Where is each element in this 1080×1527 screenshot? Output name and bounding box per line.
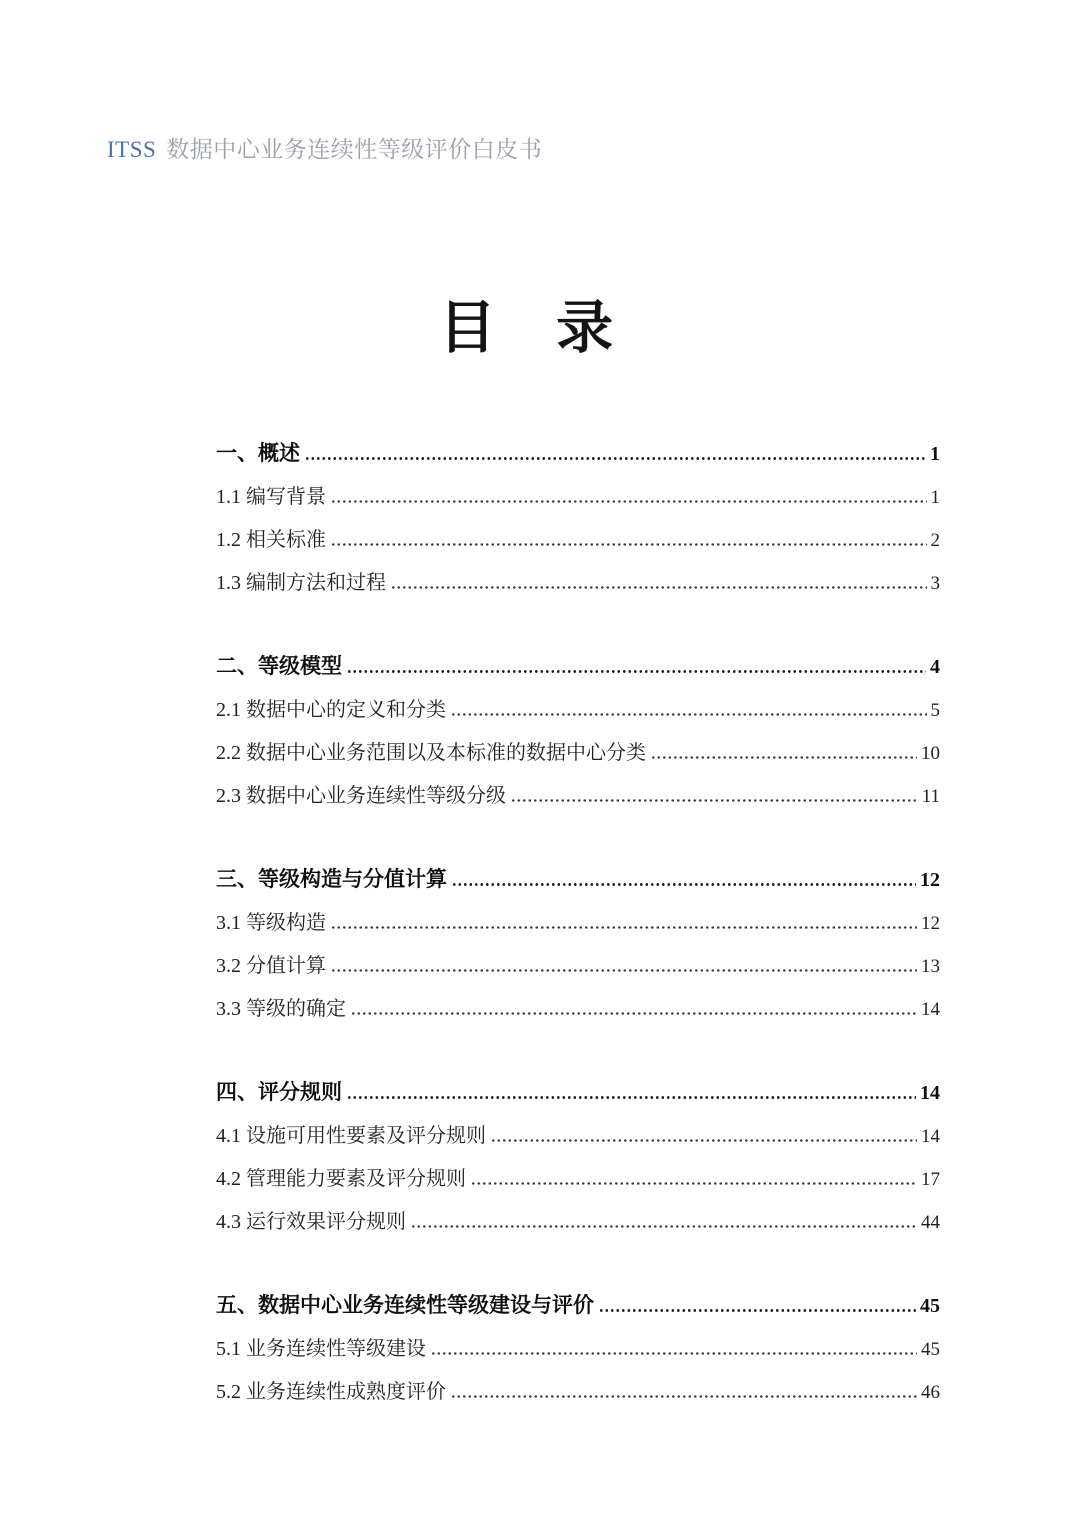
header-title: 数据中心业务连续性等级评价白皮书 xyxy=(166,137,543,162)
toc-entry xyxy=(216,732,940,775)
dot-leader xyxy=(600,1309,916,1312)
toc-entry-label: 一、概述 xyxy=(216,441,300,465)
toc-entry-page: 11 xyxy=(921,786,940,807)
toc-entry-label: 四、评分规则 xyxy=(216,1080,342,1104)
toc-section xyxy=(216,1284,940,1414)
toc-entry-page: 2 xyxy=(930,530,940,551)
toc-entry-label: 3.2 分值计算 xyxy=(216,955,326,977)
dot-leader xyxy=(332,969,917,972)
toc-entry xyxy=(216,775,940,818)
toc-entry-label: 1.2 相关标准 xyxy=(216,529,326,551)
toc-section xyxy=(216,432,940,605)
toc-section xyxy=(216,1071,940,1244)
toc-entry-page: 1 xyxy=(930,487,940,508)
toc-entry xyxy=(216,519,940,562)
toc-entry xyxy=(216,1371,940,1414)
toc-entry-page: 45 xyxy=(920,1295,940,1317)
toc-section-heading xyxy=(216,432,940,476)
toc-entry-label: 1.1 编写背景 xyxy=(216,486,326,508)
dot-leader xyxy=(432,1352,917,1355)
toc-entry xyxy=(216,1158,940,1201)
toc-entry-page: 17 xyxy=(921,1169,940,1190)
toc-entry-page: 14 xyxy=(921,1126,940,1147)
dot-leader xyxy=(453,883,916,886)
dot-leader xyxy=(512,799,918,802)
toc-entry-label: 4.2 管理能力要素及评分规则 xyxy=(216,1168,466,1190)
dot-leader xyxy=(492,1139,917,1142)
dot-leader xyxy=(348,670,926,673)
toc-entry-page: 44 xyxy=(921,1212,940,1233)
dot-leader xyxy=(652,756,917,759)
toc-entry xyxy=(216,902,940,945)
toc-entry-label: 3.3 等级的确定 xyxy=(216,998,346,1020)
dot-leader xyxy=(332,543,927,546)
toc-entry-page: 5 xyxy=(930,700,940,721)
toc-entry xyxy=(216,689,940,732)
dot-leader xyxy=(412,1225,917,1228)
toc-entry-label: 4.3 运行效果评分规则 xyxy=(216,1211,406,1233)
toc-entry xyxy=(216,1328,940,1371)
toc-entry-label: 2.1 数据中心的定义和分类 xyxy=(216,699,446,721)
dot-leader xyxy=(472,1182,917,1185)
toc-entry xyxy=(216,476,940,519)
toc-entry-page: 12 xyxy=(920,869,940,891)
toc-entry-label: 4.1 设施可用性要素及评分规则 xyxy=(216,1125,486,1147)
dot-leader xyxy=(452,713,927,716)
toc-section xyxy=(216,858,940,1031)
dot-leader xyxy=(332,500,927,503)
toc-entry-page: 46 xyxy=(921,1382,940,1403)
toc-entry-label: 2.2 数据中心业务范围以及本标准的数据中心分类 xyxy=(216,742,646,764)
toc-entry-page: 4 xyxy=(930,656,940,678)
toc-entry-page: 10 xyxy=(921,743,940,764)
toc-entry-page: 14 xyxy=(921,999,940,1020)
toc-entry-page: 3 xyxy=(930,573,940,594)
dot-leader xyxy=(306,457,926,460)
toc-entry-label: 5.1 业务连续性等级建设 xyxy=(216,1338,426,1360)
toc-entry-page: 45 xyxy=(921,1339,940,1360)
dot-leader xyxy=(452,1395,917,1398)
dot-leader xyxy=(352,1012,917,1015)
toc xyxy=(216,432,940,1414)
brand-logo-text: ITSS xyxy=(107,137,157,162)
toc-section xyxy=(216,645,940,818)
dot-leader xyxy=(332,926,917,929)
toc-section-heading xyxy=(216,858,940,902)
toc-entry xyxy=(216,1201,940,1244)
toc-entry-label: 三、等级构造与分值计算 xyxy=(216,867,447,891)
toc-section-heading xyxy=(216,645,940,689)
toc-entry xyxy=(216,562,940,605)
toc-entry xyxy=(216,945,940,988)
toc-entry xyxy=(216,1115,940,1158)
toc-entry-page: 1 xyxy=(930,443,940,465)
toc-section-heading xyxy=(216,1071,940,1115)
toc-entry-label: 3.1 等级构造 xyxy=(216,912,326,934)
toc-entry-label: 2.3 数据中心业务连续性等级分级 xyxy=(216,785,506,807)
toc-entry-label: 五、数据中心业务连续性等级建设与评价 xyxy=(216,1293,594,1317)
toc-section-heading xyxy=(216,1284,940,1328)
toc-entry-label: 5.2 业务连续性成熟度评价 xyxy=(216,1381,446,1403)
page-title: 目 录 xyxy=(438,297,614,360)
toc-entry-page: 14 xyxy=(920,1082,940,1104)
toc-entry-label: 二、等级模型 xyxy=(216,654,342,678)
dot-leader xyxy=(348,1096,916,1099)
toc-entry-label: 1.3 编制方法和过程 xyxy=(216,572,386,594)
toc-entry-page: 12 xyxy=(921,913,940,934)
toc-entry xyxy=(216,988,940,1031)
page-header xyxy=(107,136,542,164)
dot-leader xyxy=(392,586,927,589)
toc-entry-page: 13 xyxy=(921,956,940,977)
